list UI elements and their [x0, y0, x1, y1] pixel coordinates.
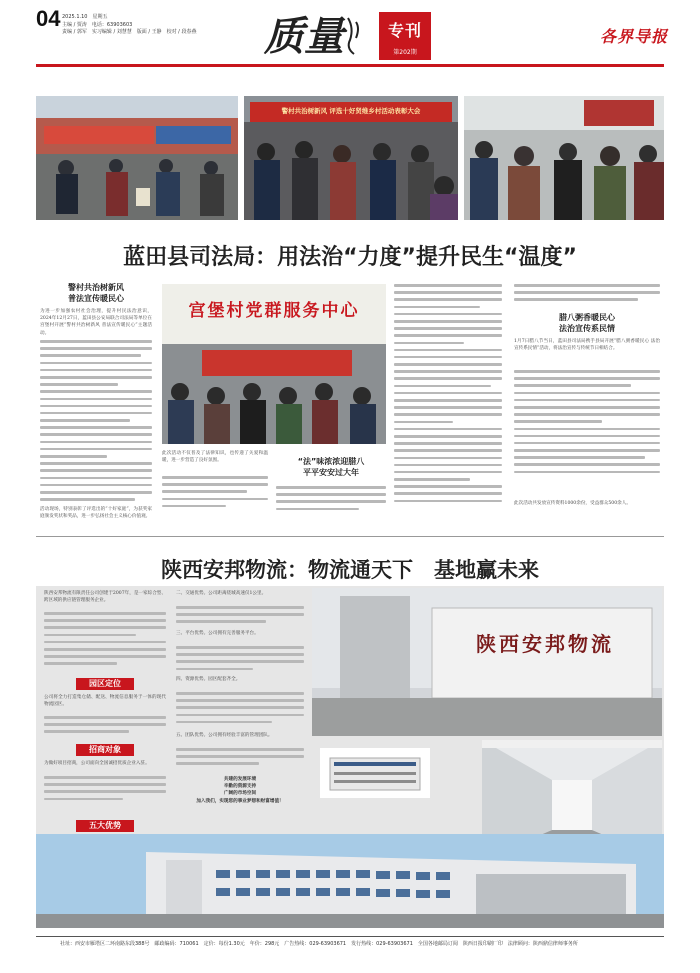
photo-audience [464, 96, 664, 220]
photo-logistics-building [36, 834, 664, 928]
article2-advantage-5: 五、团队优势。公司拥有经验丰富的管理团队。 [176, 733, 273, 738]
tag-five-advantages: 五大优势 [76, 820, 134, 832]
article1-para-right-2: 此次活动共发放宣传资料1000余份，受益群众500余人。 [514, 501, 631, 506]
article2-positioning: 公司将全力打造集仓储、配送、物流信息服务于一体的现代物流园区。 [44, 695, 166, 708]
service-center-sign: 宫堡村党群服务中心 [188, 301, 360, 321]
footer-rule [36, 936, 664, 937]
article1-section1 [40, 282, 152, 337]
photo-banner-ceremony [244, 96, 458, 220]
svg-text:质量: 质量 [264, 13, 344, 60]
article1-section1-title: 警村共治树新风 普法宣传暖民心 [68, 283, 124, 303]
article2-col1-lines-c [44, 776, 166, 805]
article1-right-text-lines-top [514, 284, 660, 306]
special-label: 专刊 [387, 21, 422, 40]
masthead-logo [262, 4, 372, 62]
editor-line: 主编 / 贾涛 电话：63903603 [62, 21, 133, 28]
article2-investment: 为做好项目招商，公司面向全国诚招优质企业入驻。 [44, 761, 150, 766]
article1-section3-title: “法”味浓浓迎腊八 平平安安过大年 [297, 457, 365, 477]
design-line: 责编 / 郭军 实习编辑 / 刘慧慧 版面 / 王静 校对 / 段春燕 [62, 29, 197, 36]
article1-section2-title: 腊八粥香暖民心 法治宣传系民情 [559, 313, 615, 333]
article2-headline: 陕西安邦物流：物流通天下 基地赢未来 [161, 558, 539, 582]
article2-intro: 陕西安邦物流有限责任公司创建于2007年，是一家综合型、跨区域的供应链管理服务企业。 [44, 591, 166, 604]
article2-advantage-2: 二、交通优势。公司距离绕城高速仅1公里。 [176, 591, 267, 596]
article1-caption-lines [162, 476, 268, 512]
tag-investment-target: 招商对象 [76, 744, 134, 756]
photo-service-center [162, 284, 386, 444]
tag-park-positioning: 园区定位 [76, 678, 134, 690]
article1-headline: 蓝田县司法局：用法治“力度”提升民生“温度” [123, 245, 577, 270]
photo-outdoor-event [36, 96, 238, 220]
article2-advantage-4: 四、资源优势。园区配套齐全。 [176, 677, 241, 682]
article1-section2 [514, 312, 660, 352]
article1-para-left-2: 活动现场，特别表彰了评选出的“十好家庭”，为获奖家庭颁发奖状和奖品，进一步弘扬社会主义核心价值观。 [40, 507, 152, 520]
article2-col2-lines-a [176, 606, 304, 628]
article2-poem: 共建的发展环境 辛勤的资源支持 广阔的市场空间 加入我们，实现您的事业梦想和财富增值！ [196, 777, 284, 804]
page-number: 04 [36, 6, 61, 31]
footer-info: 社址：西安市雁塔区二环南路东段388号 邮政编码：710061 定价：每份1.30元 年价：298元 广告热线：029-63903671 发行热线：029-63903671 全国各地邮局订阅 陕西日报印刷厂印 法律顾问：陕西鼎信律师事务所 [60, 941, 578, 947]
header-rule [36, 64, 664, 67]
date-line: 2025.1.10 星期五 [62, 14, 108, 20]
special-issue-badge [379, 12, 431, 60]
article1-para-left-1: 为进一步加强农村社会治理，提升村民法治意识，2024年12月27日，蓝田县公安局联合司法局等单位在宫堡村开展“警村共治树新风 普法宣传暖民心”主题活动。 [40, 309, 152, 336]
section-name: 各界导报 [600, 27, 669, 46]
article1-section3-lines [276, 486, 386, 515]
article2-col2-lines-b [176, 646, 304, 675]
article1-photo-caption: 此次活动不仅普及了法律知识，也传递了关爱和温暖，进一步营造了良好氛围。 [162, 451, 268, 464]
photo-banner-text: 警村共治树新风 评选十好贤维乡村活动表彰大会 [281, 107, 421, 115]
article-divider [36, 536, 664, 537]
logistics-base-sign-text: 陕西安邦物流 [476, 632, 614, 656]
article2-col1-lines [44, 612, 166, 670]
photo-small-building [320, 748, 430, 798]
masthead-meta [62, 14, 196, 37]
article1-section3 [276, 456, 386, 478]
article2-col2-lines-d [176, 748, 304, 770]
article2-advantage-3: 三、平台优势。公司拥有完善服务平台。 [176, 631, 259, 636]
issue-number: 第202期 [393, 49, 417, 56]
article1-para-right-1: 1月7日腊八节当日，蓝田县司法局携手县局开展“腊八粥香暖民心 法治宣传系民情”活动，将法治宣传与传统节日相结合。 [514, 339, 660, 352]
article1-right-text-lines [514, 370, 660, 478]
article1-mid-text-lines [394, 284, 502, 507]
article2-col1-lines-b [44, 716, 166, 738]
photo-logistics-base-sign [312, 588, 662, 736]
article1-left-text-lines [40, 340, 152, 505]
article2-col2-lines-c [176, 692, 304, 728]
